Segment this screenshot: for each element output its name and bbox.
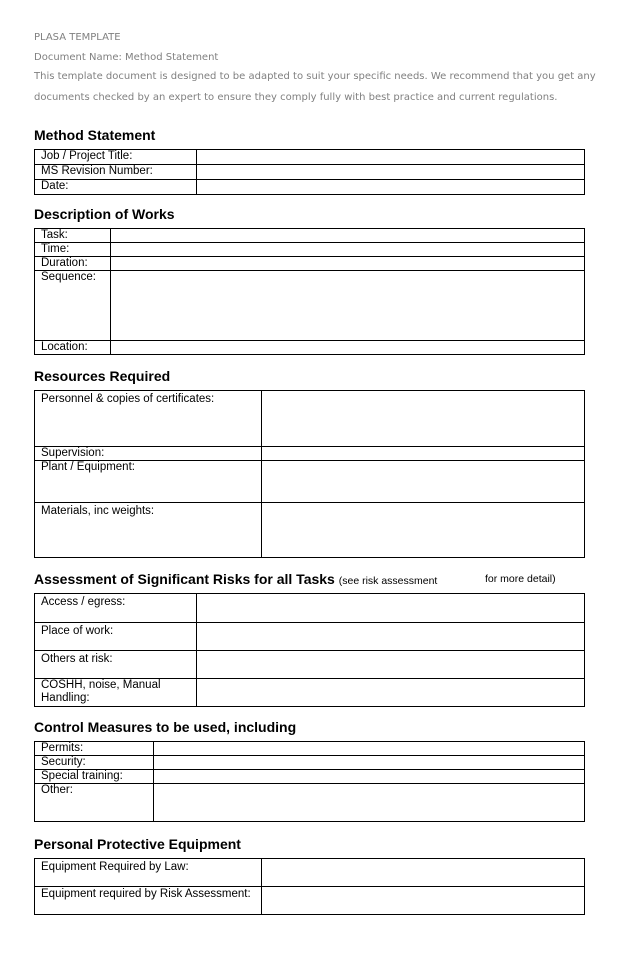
table-row <box>35 679 585 707</box>
field-label: Special training: <box>35 770 154 784</box>
table-row <box>35 623 585 651</box>
field-label: Time: <box>35 243 111 257</box>
table-row <box>35 887 585 915</box>
time-field[interactable] <box>111 243 585 257</box>
field-label: Supervision: <box>35 447 262 461</box>
field-label: Security: <box>35 756 154 770</box>
table-row <box>35 859 585 887</box>
supervision-field[interactable] <box>262 447 585 461</box>
sequence-field[interactable] <box>111 271 585 341</box>
control-measures-table <box>34 741 585 822</box>
table-row <box>35 257 585 271</box>
security-field[interactable] <box>154 756 585 770</box>
task-field[interactable] <box>111 229 585 243</box>
job-title-field[interactable] <box>197 150 585 165</box>
field-label: Sequence: <box>35 271 111 341</box>
place-of-work-field[interactable] <box>197 623 585 651</box>
coshh-field[interactable] <box>197 679 585 707</box>
table-row <box>35 391 585 447</box>
plant-equipment-field[interactable] <box>262 461 585 503</box>
table-row <box>35 447 585 461</box>
field-label: Materials, inc weights: <box>35 503 262 558</box>
template-note-line-2: documents checked by an expert to ensure they comply fully with best practice and current regulations. <box>34 92 558 103</box>
field-label: Permits: <box>35 742 154 756</box>
materials-field[interactable] <box>262 503 585 558</box>
permits-field[interactable] <box>154 742 585 756</box>
table-row <box>35 180 585 195</box>
risk-assessment-note-end: for more detail) <box>485 573 556 585</box>
field-label: Location: <box>35 341 111 355</box>
field-label: MS Revision Number: <box>35 165 197 180</box>
duration-field[interactable] <box>111 257 585 271</box>
field-label: Duration: <box>35 257 111 271</box>
table-row <box>35 770 585 784</box>
table-row <box>35 756 585 770</box>
risk-assessment-table <box>34 593 585 707</box>
field-label: Job / Project Title: <box>35 150 197 165</box>
table-row <box>35 594 585 623</box>
description-of-works-title: Description of Works <box>34 206 175 222</box>
field-label: Personnel & copies of certificates: <box>35 391 262 447</box>
template-note-line-1: This template document is designed to be adapted to suit your specific needs. We recommend that you get any <box>34 71 596 82</box>
field-label: COSHH, noise, Manual Handling: <box>35 679 197 707</box>
field-label: Equipment required by Risk Assessment: <box>35 887 262 915</box>
risk-assessment-heading: Assessment of Significant Risks for all Tasks <box>34 571 335 587</box>
field-label: Task: <box>35 229 111 243</box>
table-row <box>35 651 585 679</box>
resources-required-table <box>34 390 585 558</box>
template-label: PLASA TEMPLATE <box>34 32 121 43</box>
risk-assessment-title <box>34 571 437 587</box>
ppe-table <box>34 858 585 915</box>
field-label: Plant / Equipment: <box>35 461 262 503</box>
special-training-field[interactable] <box>154 770 585 784</box>
revision-number-field[interactable] <box>197 165 585 180</box>
table-row <box>35 243 585 257</box>
field-label: Other: <box>35 784 154 822</box>
location-field[interactable] <box>111 341 585 355</box>
other-field[interactable] <box>154 784 585 822</box>
table-row <box>35 150 585 165</box>
table-row <box>35 461 585 503</box>
field-label: Date: <box>35 180 197 195</box>
equipment-by-law-field[interactable] <box>262 859 585 887</box>
table-row <box>35 742 585 756</box>
method-statement-title: Method Statement <box>34 127 156 143</box>
table-row <box>35 784 585 822</box>
control-measures-title: Control Measures to be used, including <box>34 719 297 735</box>
table-row <box>35 341 585 355</box>
table-row <box>35 271 585 341</box>
personnel-field[interactable] <box>262 391 585 447</box>
field-label: Equipment Required by Law: <box>35 859 262 887</box>
table-row <box>35 165 585 180</box>
access-egress-field[interactable] <box>197 594 585 623</box>
resources-required-title: Resources Required <box>34 368 171 384</box>
field-label: Others at risk: <box>35 651 197 679</box>
ppe-title: Personal Protective Equipment <box>34 836 241 852</box>
description-of-works-table <box>34 228 585 355</box>
field-label: Place of work: <box>35 623 197 651</box>
field-label: Access / egress: <box>35 594 197 623</box>
date-field[interactable] <box>197 180 585 195</box>
method-statement-table <box>34 149 585 195</box>
document-name: Document Name: Method Statement <box>34 52 219 63</box>
equipment-by-risk-field[interactable] <box>262 887 585 915</box>
others-at-risk-field[interactable] <box>197 651 585 679</box>
table-row <box>35 229 585 243</box>
risk-assessment-note: (see risk assessment <box>338 575 438 587</box>
table-row <box>35 503 585 558</box>
